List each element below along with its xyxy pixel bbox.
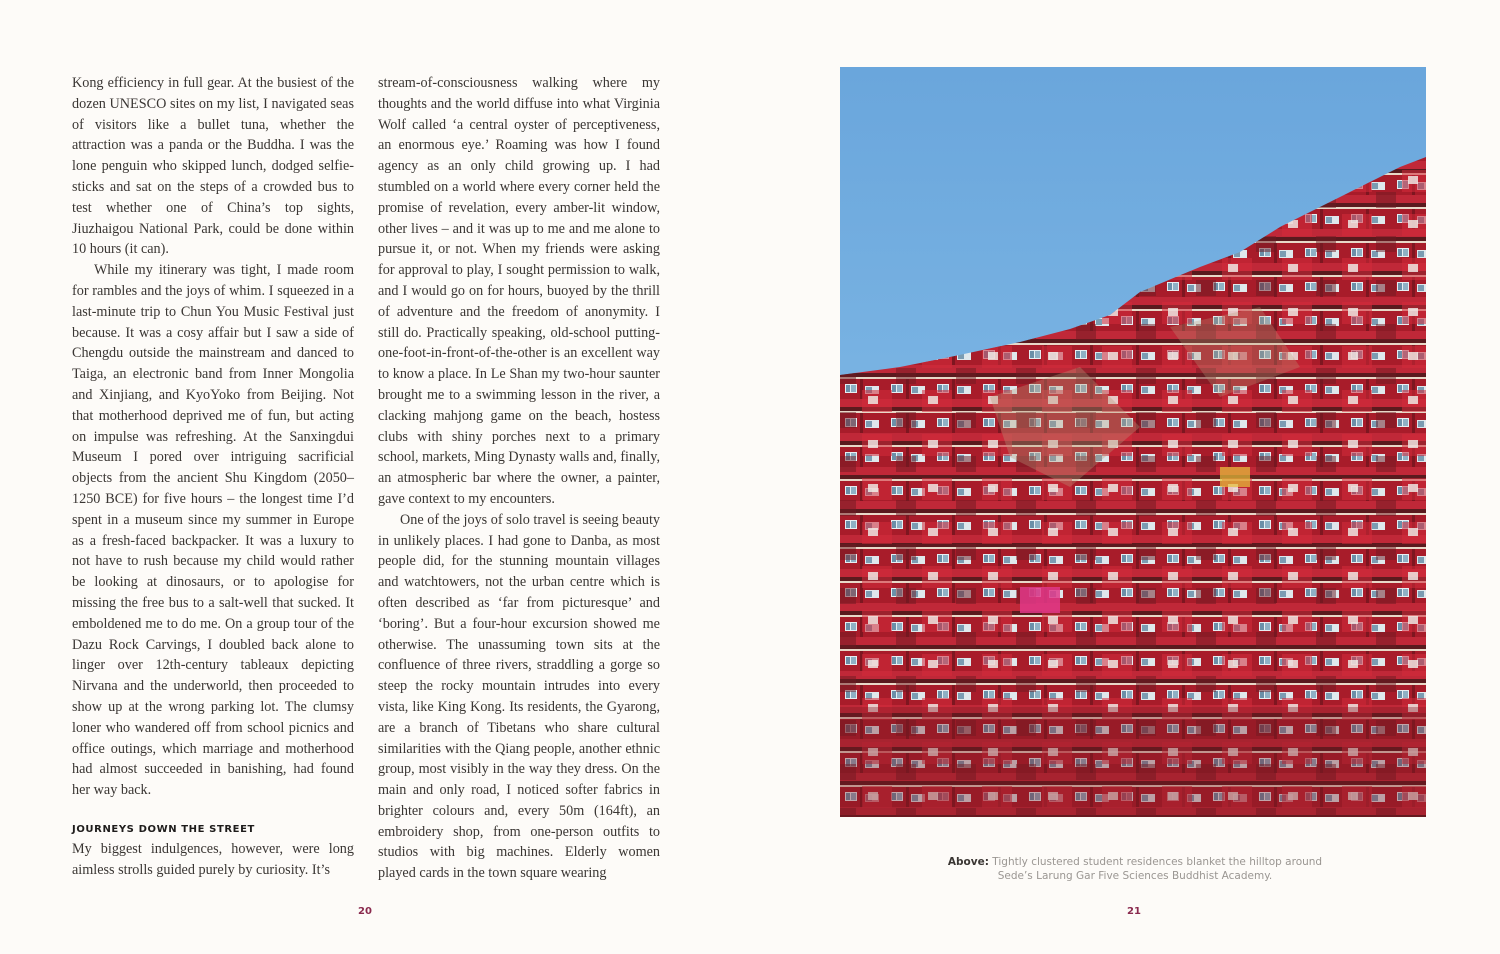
body-paragraph: stream-of-consciousness walking where my thoughts and the world diffuse into what Virginia Wolf called ‘a central oyster of perceptiveness, an enormous eye.’ Roaming was how I found agency as an only child growing up. I had stumbled on a world where every corner held the promise of revelation, every amber-lit window, other lives – and it was up to me and me alone to pursue it, or not. When my friends were asking for approval to play, I sought permission to walk, and I would go on for hours, buoyed by the thrill of adventure and the freedom of anonymity. I still do. Practically speaking, old-school putting-one-foot-in-front-of-the-other is an excellent way to know a place. In Le Shan my two-hour saunter brought me to a swimming lesson in the river, a clacking mahjong game on the beach, hostess clubs with shiny porches next to a primary school, markets, Ming Dynasty walls and, finally, an atmospheric bar where the owner, a painter, gave context to my encounters.	[378, 75, 660, 507]
photo-caption	[940, 855, 1330, 883]
left-page-column-1	[72, 73, 354, 880]
caption-label: Above:	[947, 856, 989, 868]
body-paragraph: While my itinerary was tight, I made room for rambles and the joys of whim. I squeezed in a last-minute trip to Chun You Music Festival just because. It was a cosy affair but I saw a side of Chengdu outside the mainstream and danced to Taiga, an electronic band from Inner Mongolia and Xinjiang, and KyoYoko from Beijing. Not that motherhood deprived me of fun, but acting on impulse was refreshing. At the Sanxingdui Museum I pored over intriguing sacrificial objects from the ancient Shu Kingdom (2050–1250 BCE) for five hours – the longest time I’d spent in a museum since my summer in Europe as a fresh-faced backpacker. It was a luxury to not have to rush because my child would rather be looking at dinosaurs, or to apologise for missing the free bus to a salt-well that sucked. It emboldened me to do me. On a group tour of the Dazu Rock Carvings, I doubled back alone to linger over 12th-century tableaux depicting Nirvana and the underworld, then proceeded to show up at the wrong parking lot. The clumsy loner who wandered off from school picnics and office outings, which marriage and motherhood had almost succeeded in banishing, had found her way back.	[72, 262, 354, 799]
body-paragraph: My biggest indulgences, however, were long aimless strolls guided purely by curiosity. It’s	[72, 840, 354, 878]
page-number-right: 21	[1127, 906, 1141, 917]
photo-larung-gar	[840, 67, 1426, 817]
left-page-column-2	[378, 73, 660, 884]
page-number-left: 20	[358, 906, 372, 917]
body-paragraph: Kong efficiency in full gear. At the busiest of the dozen UNESCO sites on my list, I navigated seas of visitors like a bullet tuna, whether the attraction was a panda or the Buddha. I was the lone penguin who skipped lunch, dodged selfie-sticks and sat on the steps of a crowded bus to test whether one of China’s top sights, Jiuzhaigou National Park, could be done within 10 hours (it can).	[72, 75, 354, 258]
body-paragraph: One of the joys of solo travel is seeing beauty in unlikely places. I had gone to Danba, as most people did, for the stunning mountain villages and watchtowers, not the urban centre which is often described as ‘far from picturesque’ and ‘boring’. But a four-hour excursion showed me otherwise. The unassuming town sits at the confluence of three rivers, straddling a gorge so steep the rocky mountain intrudes into every vista, like King Kong. Its residents, the Gyarong, are a branch of Tibetans who share cultural similarities with the Qiang people, another ethnic group, most visibly in the way they dress. On the main and only road, I noticed softer fabrics in brighter colours and, every 50m (164ft), an embroidery shop, from one-person outfits to studios with big machines. Elderly women played cards in the town square wearing	[378, 511, 660, 882]
caption-text: Tightly clustered student residences blanket the hilltop around Sede’s Larung Gar Five Sciences Buddhist Academy.	[988, 856, 1323, 882]
section-subheading: JOURNEYS DOWN THE STREET	[72, 823, 255, 835]
hillside-buildings-illustration	[840, 67, 1426, 817]
